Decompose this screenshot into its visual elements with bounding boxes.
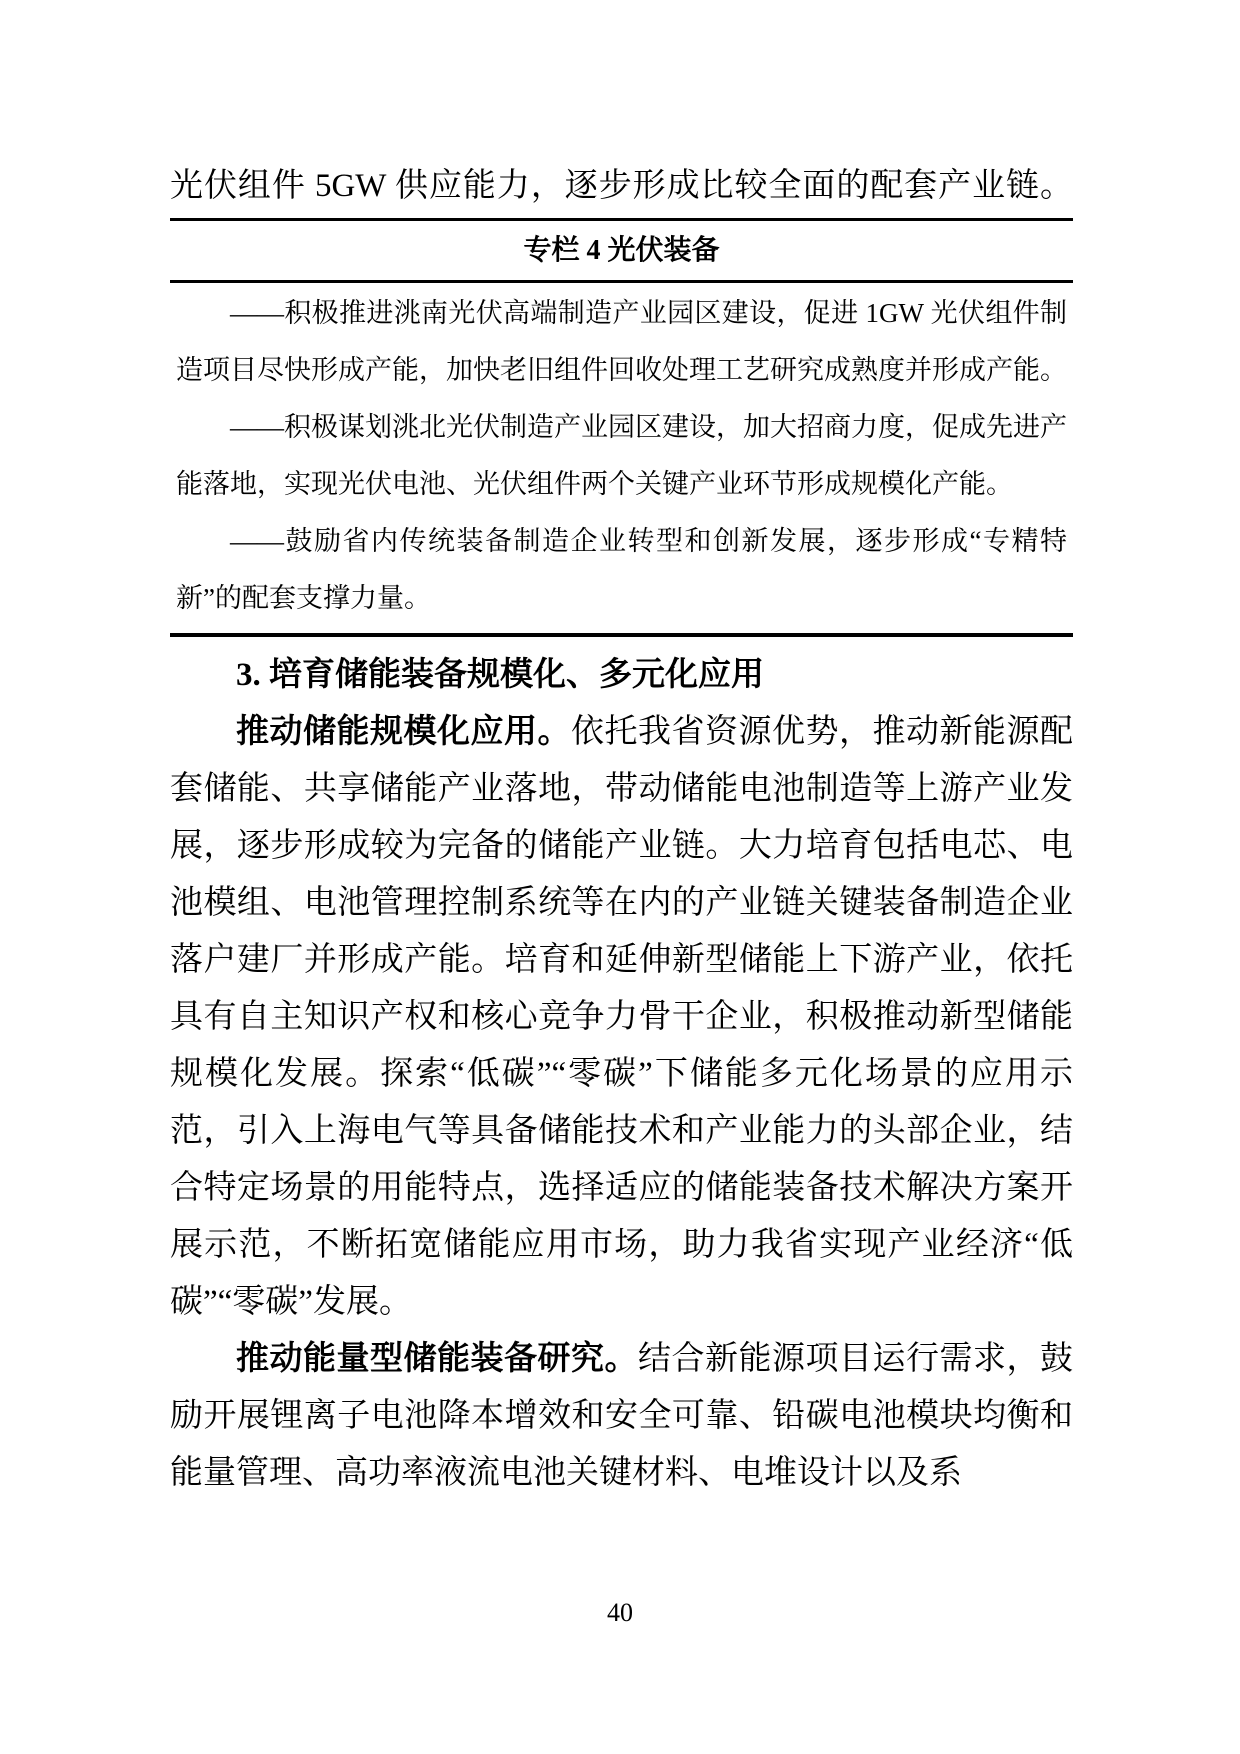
paragraph-lead: 推动能量型储能装备研究。 [236, 1341, 638, 1377]
paragraph-text: 结合新能源项目运行需求，鼓励开展锂离子电池降本增效和安全可靠、铅碳电池模块均衡和能量管理、高功率液流电池关键材料、电堆设计以及系 [170, 1341, 1073, 1491]
intro-continuation-line: 光伏组件 5GW 供应能力，逐步形成比较全面的配套产业链。 [170, 168, 1073, 204]
paragraph-lead: 推动储能规模化应用。 [236, 714, 571, 750]
feature-box [170, 218, 1073, 637]
feature-box-title: 专栏 4 光伏装备 [170, 221, 1073, 283]
paragraph-text: 依托我省资源优势，推动新能源配套储能、共享储能产业落地，带动储能电池制造等上游产业发展，逐步形成较为完备的储能产业链。大力培育包括电芯、电池模组、电池管理控制系统等在内的产业链关键装备制造企业落户建厂并形成产能。培育和延伸新型储能上下游产业，依托具有自主知识产权和核心竞争力骨干企业，积极推动新型储能规模化发展。探索“低碳”“零碳”下储能多元化场景的应用示范，引入上海电气等具备储能技术和产业能力的头部企业，结合特定场景的用能特点，选择适应的储能装备技术解决方案开展示范，不断拓宽储能应用市场，助力我省实现产业经济“低碳”“零碳”发展。 [170, 714, 1073, 1320]
feature-box-paragraph: ——积极谋划洮北光伏制造产业园区建设，加大招商力度，促成先进产能落地，实现光伏电池、光伏组件两个关键产业环节形成规模化产能。 [176, 412, 1067, 499]
feature-box-paragraph: ——积极推进洮南光伏高端制造产业园区建设，促进 1GW 光伏组件制造项目尽快形成产能，加快老旧组件回收处理工艺研究成熟度并形成产能。 [176, 298, 1067, 385]
body-paragraph [170, 1331, 1073, 1502]
feature-box-paragraph: ——鼓励省内传统装备制造企业转型和创新发展，逐步形成“专精特新”的配套支撑力量。 [176, 526, 1067, 613]
page-number: 40 [607, 1598, 633, 1627]
section-heading: 3. 培育储能装备规模化、多元化应用 [236, 657, 764, 693]
body-paragraph [170, 704, 1073, 1331]
feature-box-body [170, 283, 1073, 633]
